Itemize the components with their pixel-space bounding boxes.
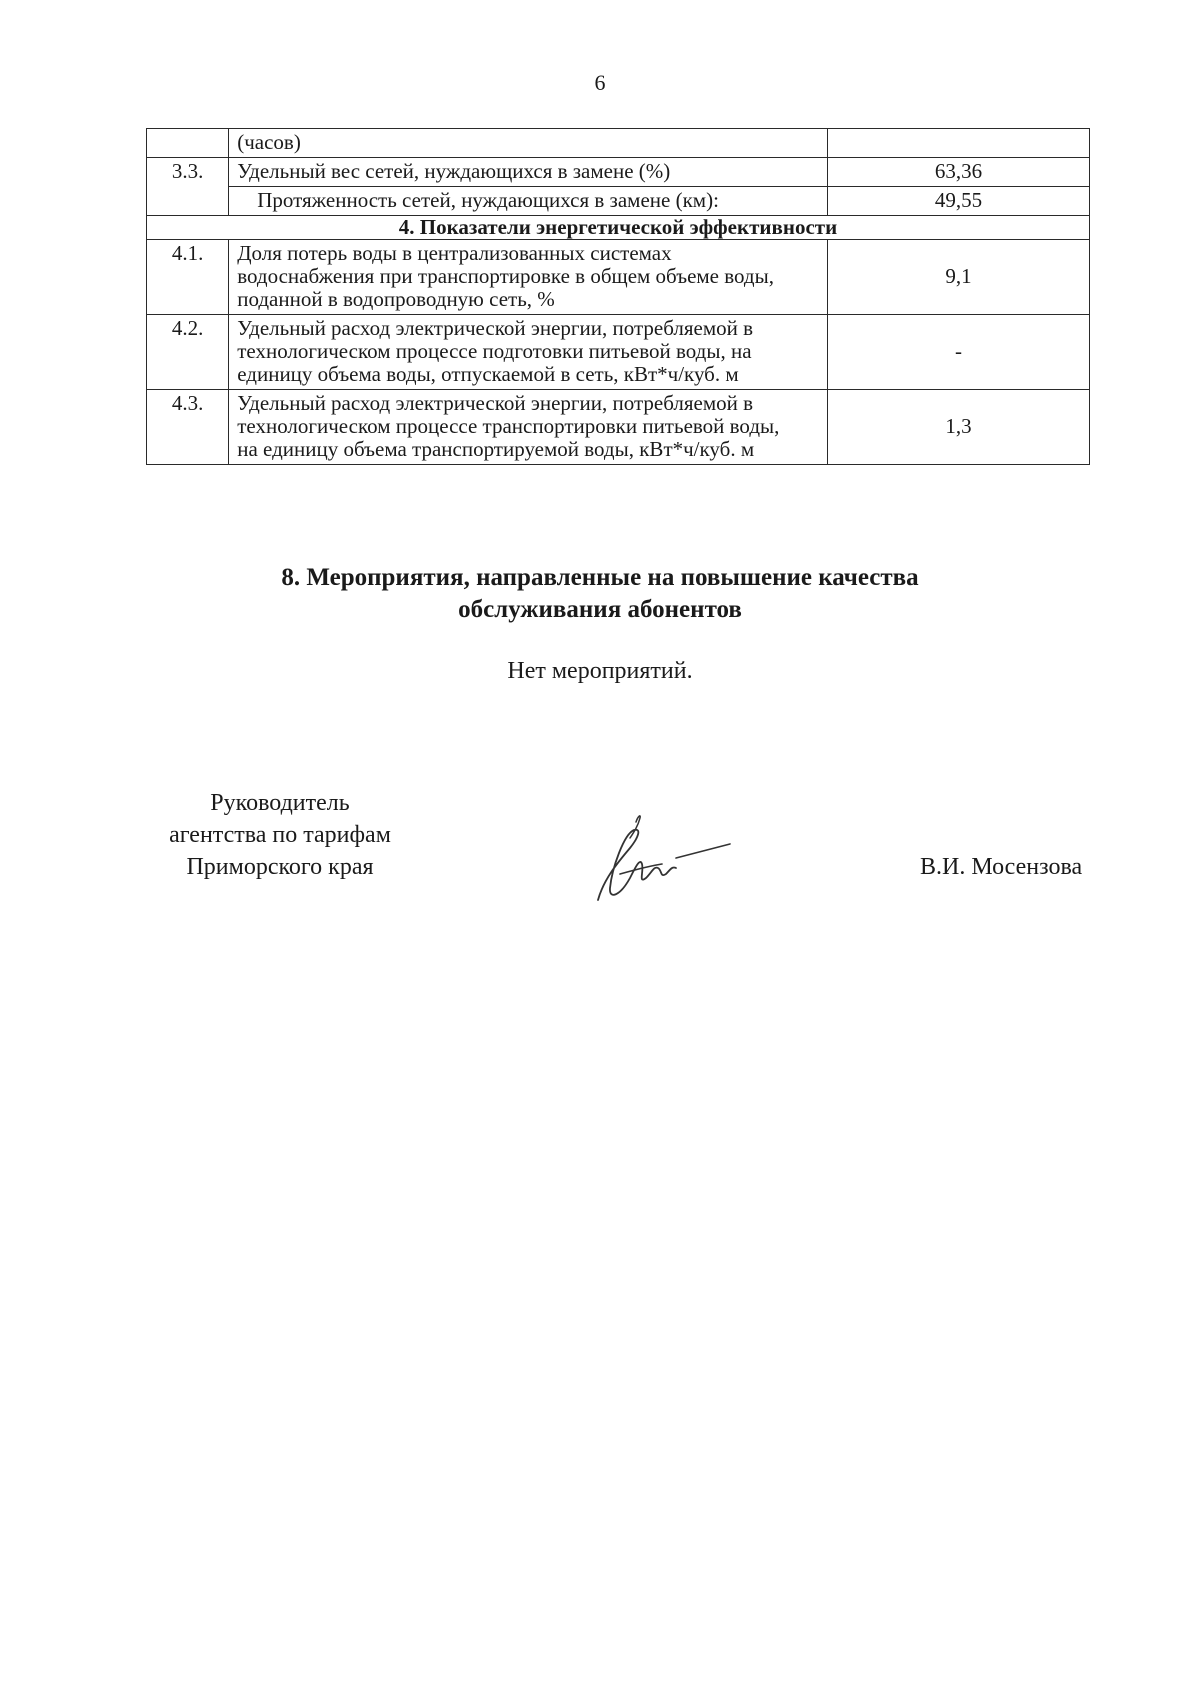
row-value: 63,36 — [828, 158, 1090, 187]
description-line: технологическом процессе подготовки питьевой воды, на — [237, 339, 752, 363]
row-description: (часов) — [229, 129, 828, 158]
page-number: 6 — [594, 70, 606, 95]
handwritten-signature — [590, 808, 740, 908]
description-line: поданной в водопроводную сеть, % — [237, 287, 555, 311]
section-row — [147, 216, 1090, 240]
table-row — [147, 158, 1090, 187]
signer-name: В.И. Мосензова — [920, 854, 1083, 880]
row-description — [229, 315, 828, 390]
heading-line: 8. Мероприятия, направленные на повышение качества — [281, 564, 919, 591]
row-value: 1,3 — [828, 390, 1090, 465]
row-number: 4.2. — [147, 315, 229, 390]
indicators-table — [146, 128, 1090, 465]
description-line: на единицу объема транспортируемой воды, кВт*ч/куб. м — [237, 437, 755, 461]
table-row — [147, 390, 1090, 465]
row-description: Протяженность сетей, нуждающихся в замене (км): — [229, 187, 828, 216]
table-row — [147, 315, 1090, 390]
description-line: Доля потерь воды в централизованных системах — [237, 241, 672, 265]
table-row — [147, 240, 1090, 315]
no-measures-text: Нет мероприятий. — [507, 658, 693, 684]
row-number: 3.3. — [147, 158, 229, 216]
description-line: водоснабжения при транспортировке в общем объеме воды, — [237, 264, 774, 288]
description-line: Удельный расход электрической энергии, потребляемой в — [237, 391, 754, 415]
signer-title — [135, 787, 425, 883]
section-8-heading — [0, 562, 1200, 626]
table-row — [147, 129, 1090, 158]
description-line: Удельный расход электрической энергии, потребляемой в — [237, 316, 754, 340]
table-row — [147, 187, 1090, 216]
row-value: - — [828, 315, 1090, 390]
row-number: 4.3. — [147, 390, 229, 465]
section-title: 4. Показатели энергетической эффективности — [147, 216, 1090, 240]
row-value: 9,1 — [828, 240, 1090, 315]
row-description: Удельный вес сетей, нуждающихся в замене (%) — [229, 158, 828, 187]
row-description — [229, 390, 828, 465]
row-number — [147, 129, 229, 158]
signer-title-line: Руководитель — [210, 790, 350, 816]
heading-line: обслуживания абонентов — [458, 596, 742, 623]
signer-title-line: Приморского края — [186, 854, 374, 880]
row-value — [828, 129, 1090, 158]
row-description — [229, 240, 828, 315]
description-line: технологическом процессе транспортировки питьевой воды, — [237, 414, 780, 438]
description-line: единицу объема воды, отпускаемой в сеть, кВт*ч/куб. м — [237, 362, 739, 386]
row-value: 49,55 — [828, 187, 1090, 216]
signer-title-line: агентства по тарифам — [169, 822, 391, 848]
row-number: 4.1. — [147, 240, 229, 315]
